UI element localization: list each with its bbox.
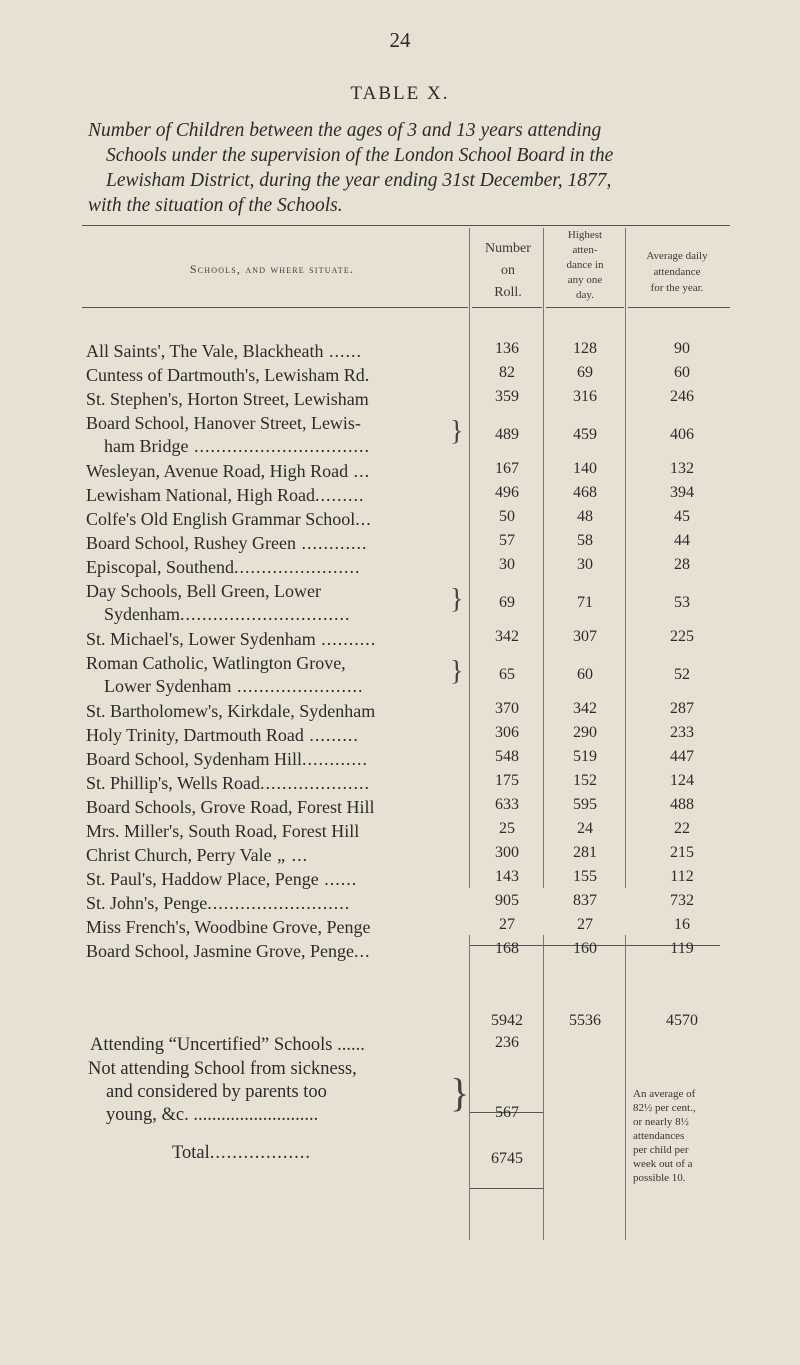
average-attendance: 132 xyxy=(670,460,694,477)
school-name-text: St. John's, Penge xyxy=(86,893,208,913)
highest-attendance: 128 xyxy=(573,340,597,357)
header-line: atten- xyxy=(572,244,598,256)
average-attendance: 246 xyxy=(670,388,694,405)
highest-attendance: 140 xyxy=(573,460,597,477)
caption-line: with the situation of the Schools. xyxy=(88,195,343,216)
leader-dots: .................... xyxy=(260,773,370,793)
leader-dots: ...... xyxy=(318,869,358,889)
school-name xyxy=(86,940,460,963)
school-name-text: Board Schools, Grove Road, Forest Hill xyxy=(86,797,375,817)
average-attendance: 16 xyxy=(674,916,690,933)
column-divider xyxy=(625,935,626,1240)
highest-attendance: 595 xyxy=(573,796,597,813)
school-name-text: Board School, Hanover Street, Lewis- xyxy=(86,413,361,433)
number-on-roll: 57 xyxy=(499,532,515,549)
number-on-roll: 167 xyxy=(495,460,519,477)
average-attendance: 112 xyxy=(670,868,694,885)
school-name-text: Board School, Rushey Green xyxy=(86,533,296,553)
average-attendance: 406 xyxy=(670,426,694,443)
header-bottom-rule xyxy=(546,307,624,308)
highest-attendance: 152 xyxy=(573,772,597,789)
subtotal-roll: 5942 xyxy=(491,1012,523,1029)
caption-line: Number of Children between the ages of 3 and 13 years attending xyxy=(88,120,602,141)
leader-dots: ................................ xyxy=(188,436,370,456)
column-divider xyxy=(625,228,626,888)
caption-line: Lewisham District, during the year ending 31st December, 1877, xyxy=(106,170,612,191)
uncertified-roll: 236 xyxy=(495,1034,519,1051)
school-name xyxy=(86,412,460,458)
header-line: day. xyxy=(576,289,594,301)
highest-attendance: 27 xyxy=(577,916,593,933)
header-bottom-rule xyxy=(82,307,468,308)
school-name xyxy=(86,532,460,555)
highest-attendance: 316 xyxy=(573,388,597,405)
leader-dots: .................. xyxy=(209,1143,311,1163)
note-line: week out of a xyxy=(633,1158,693,1170)
note-line: per child per xyxy=(633,1144,689,1156)
average-attendance: 53 xyxy=(674,594,690,611)
highest-attendance: 48 xyxy=(577,508,593,525)
number-on-roll: 65 xyxy=(499,666,515,683)
header-highest-attendance xyxy=(546,228,624,303)
school-name xyxy=(86,916,460,939)
average-attendance: 732 xyxy=(670,892,694,909)
school-name xyxy=(86,340,460,363)
highest-attendance: 459 xyxy=(573,426,597,443)
header-line: any one xyxy=(567,274,603,286)
school-name-text: St. Bartholomew's, Kirkdale, Sydenham xyxy=(86,701,376,721)
average-attendance: 90 xyxy=(674,340,690,357)
header-line: Highest xyxy=(567,229,603,241)
school-name-text: Wesleyan, Avenue Road, High Road xyxy=(86,461,349,481)
number-on-roll: 168 xyxy=(495,940,519,957)
highest-attendance: 281 xyxy=(573,844,597,861)
school-name-text: St. Michael's, Lower Sydenham xyxy=(86,629,316,649)
number-on-roll: 30 xyxy=(499,556,515,573)
school-name-text: Miss French's, Woodbine Grove, Penge xyxy=(86,917,371,937)
number-on-roll: 359 xyxy=(495,388,519,405)
header-line: for the year. xyxy=(650,282,704,294)
school-name-text: ham Bridge xyxy=(104,436,189,456)
uncertified-label: Attending “Uncertified” Schools ...... xyxy=(90,1035,365,1055)
highest-attendance: 468 xyxy=(573,484,597,501)
leader-dots: ....................... xyxy=(231,676,364,696)
number-on-roll: 905 xyxy=(495,892,519,909)
school-name-text: Board School, Jasmine Grove, Penge xyxy=(86,941,354,961)
page-number: 24 xyxy=(389,28,411,52)
highest-attendance: 837 xyxy=(573,892,597,909)
highest-attendance: 155 xyxy=(573,868,597,885)
school-name xyxy=(86,628,460,651)
not-attending-line: and considered by parents too xyxy=(106,1082,327,1102)
average-attendance: 44 xyxy=(674,532,690,549)
school-name-text: Christ Church, Perry Vale xyxy=(86,845,272,865)
number-on-roll: 50 xyxy=(499,508,515,525)
column-divider xyxy=(543,228,544,888)
highest-attendance: 30 xyxy=(577,556,593,573)
average-attendance: 215 xyxy=(670,844,694,861)
number-on-roll: 306 xyxy=(495,724,519,741)
subtotal-average: 4570 xyxy=(666,1012,698,1029)
school-name-text: Sydenham xyxy=(104,604,180,624)
header-number-on-roll xyxy=(474,238,542,304)
school-name xyxy=(86,700,460,723)
number-on-roll: 548 xyxy=(495,748,519,765)
average-attendance: 60 xyxy=(674,364,690,381)
number-on-roll: 175 xyxy=(495,772,519,789)
header-line: dance in xyxy=(566,259,604,271)
header-line: Average daily xyxy=(646,250,708,262)
leader-dots: ............ xyxy=(301,749,368,769)
leader-dots: .......... xyxy=(315,629,377,649)
highest-attendance: 69 xyxy=(577,364,593,381)
number-on-roll: 136 xyxy=(495,340,519,357)
caption-line: Schools under the supervision of the London School Board in the xyxy=(106,145,614,166)
school-name-text: Colfe's Old English Grammar School xyxy=(86,509,356,529)
school-name-text: St. Paul's, Haddow Place, Penge xyxy=(86,869,319,889)
note-line: possible 10. xyxy=(633,1172,686,1184)
highest-attendance: 307 xyxy=(573,628,597,645)
school-name-text: Lower Sydenham xyxy=(104,676,232,696)
average-attendance: 225 xyxy=(670,628,694,645)
header-line: on xyxy=(501,263,515,278)
school-name-text: St. Phillip's, Wells Road xyxy=(86,773,260,793)
header-line: Number xyxy=(485,241,531,256)
number-on-roll: 25 xyxy=(499,820,515,837)
leader-dots: ... xyxy=(348,461,371,481)
school-name-text: Mrs. Miller's, South Road, Forest Hill xyxy=(86,821,360,841)
brace: } xyxy=(450,656,464,687)
number-on-roll: 82 xyxy=(499,364,515,381)
table-caption xyxy=(88,118,748,218)
school-name xyxy=(86,772,460,795)
average-attendance: 488 xyxy=(670,796,694,813)
leader-dots: ....................... xyxy=(233,557,361,577)
average-attendance: 447 xyxy=(670,748,694,765)
not-attending-label xyxy=(88,1058,458,1127)
school-name xyxy=(86,868,460,891)
highest-attendance: 342 xyxy=(573,700,597,717)
school-name xyxy=(86,460,460,483)
total-rule xyxy=(470,1188,543,1189)
number-on-roll: 633 xyxy=(495,796,519,813)
header-bottom-rule xyxy=(628,307,730,308)
highest-attendance: 519 xyxy=(573,748,597,765)
brace: } xyxy=(450,416,464,447)
school-name xyxy=(86,484,460,507)
leader-dots: ... xyxy=(355,509,372,529)
average-attendance: 233 xyxy=(670,724,694,741)
total-roll: 6745 xyxy=(491,1150,523,1167)
leader-dots: ......... xyxy=(314,485,365,505)
average-attendance: 287 xyxy=(670,700,694,717)
column-divider xyxy=(469,228,470,888)
average-attendance: 28 xyxy=(674,556,690,573)
school-name-text: Day Schools, Bell Green, Lower xyxy=(86,581,321,601)
school-name-text: Cuntess of Dartmouth's, Lewisham Rd. xyxy=(86,365,370,385)
average-attendance: 394 xyxy=(670,484,694,501)
leader-dots: ...... xyxy=(323,341,363,361)
number-on-roll: 69 xyxy=(499,594,515,611)
school-name xyxy=(86,556,460,579)
highest-attendance: 60 xyxy=(577,666,593,683)
average-attendance: 45 xyxy=(674,508,690,525)
school-name-text: St. Stephen's, Horton Street, Lewisham xyxy=(86,389,369,409)
header-schools: Schools, and where situate. xyxy=(189,262,355,276)
not-attending-roll: 567 xyxy=(495,1104,519,1121)
highest-attendance: 160 xyxy=(573,940,597,957)
school-name xyxy=(86,892,460,915)
school-name-text: Lewisham National, High Road xyxy=(86,485,315,505)
subtotal-highest: 5536 xyxy=(569,1012,601,1029)
school-name-text: Roman Catholic, Watlington Grove, xyxy=(86,653,346,673)
highest-attendance: 290 xyxy=(573,724,597,741)
note-line: or nearly 8½ xyxy=(633,1116,689,1128)
leader-dots: ............................... xyxy=(180,604,351,624)
leader-dots: ......... xyxy=(303,725,359,745)
school-name xyxy=(86,580,460,626)
not-attending-line: Not attending School from sickness, xyxy=(88,1059,357,1079)
school-name-text: All Saints', The Vale, Blackheath xyxy=(86,341,324,361)
number-on-roll: 300 xyxy=(495,844,519,861)
school-name xyxy=(86,388,460,411)
school-name xyxy=(86,724,460,747)
note-line: attendances xyxy=(633,1130,685,1142)
average-attendance: 124 xyxy=(670,772,694,789)
number-on-roll: 489 xyxy=(495,426,519,443)
total-label-text: Total xyxy=(172,1143,210,1163)
school-name xyxy=(86,796,460,819)
highest-attendance: 24 xyxy=(577,820,593,837)
header-line: attendance xyxy=(653,266,701,278)
header-line: Roll. xyxy=(494,285,522,300)
not-attending-line: young, &c. ........................... xyxy=(106,1105,319,1125)
leader-dots: ............ xyxy=(295,533,368,553)
table-top-rule xyxy=(82,225,730,226)
header-average-daily-attendance xyxy=(627,248,727,296)
number-on-roll: 27 xyxy=(499,916,515,933)
average-attendance: 119 xyxy=(670,940,694,957)
average-attendance: 22 xyxy=(674,820,690,837)
highest-attendance: 71 xyxy=(577,594,593,611)
school-name xyxy=(86,652,460,698)
average-attendance: 52 xyxy=(674,666,690,683)
table-title: TABLE X. xyxy=(350,83,450,104)
total-label xyxy=(172,1142,311,1165)
column-divider xyxy=(543,935,544,1240)
school-name xyxy=(86,508,460,531)
average-note xyxy=(633,1087,733,1185)
school-name-text: Board School, Sydenham Hill xyxy=(86,749,302,769)
brace: } xyxy=(450,1070,470,1115)
note-line: 82½ per cent., xyxy=(633,1102,696,1114)
leader-dots: „ ... xyxy=(271,845,309,865)
school-name xyxy=(86,820,460,843)
brace: } xyxy=(450,584,464,615)
number-on-roll: 496 xyxy=(495,484,519,501)
school-name-text: Holy Trinity, Dartmouth Road xyxy=(86,725,304,745)
school-name-text: Episcopal, Southend xyxy=(86,557,234,577)
leader-dots: ... xyxy=(353,941,371,961)
leader-dots: .......................... xyxy=(207,893,351,913)
number-on-roll: 342 xyxy=(495,628,519,645)
school-name xyxy=(86,364,460,387)
number-on-roll: 370 xyxy=(495,700,519,717)
number-on-roll: 143 xyxy=(495,868,519,885)
highest-attendance: 58 xyxy=(577,532,593,549)
school-name xyxy=(86,748,460,771)
school-name xyxy=(86,844,460,867)
header-bottom-rule xyxy=(472,307,542,308)
note-line: An average of xyxy=(633,1088,696,1100)
